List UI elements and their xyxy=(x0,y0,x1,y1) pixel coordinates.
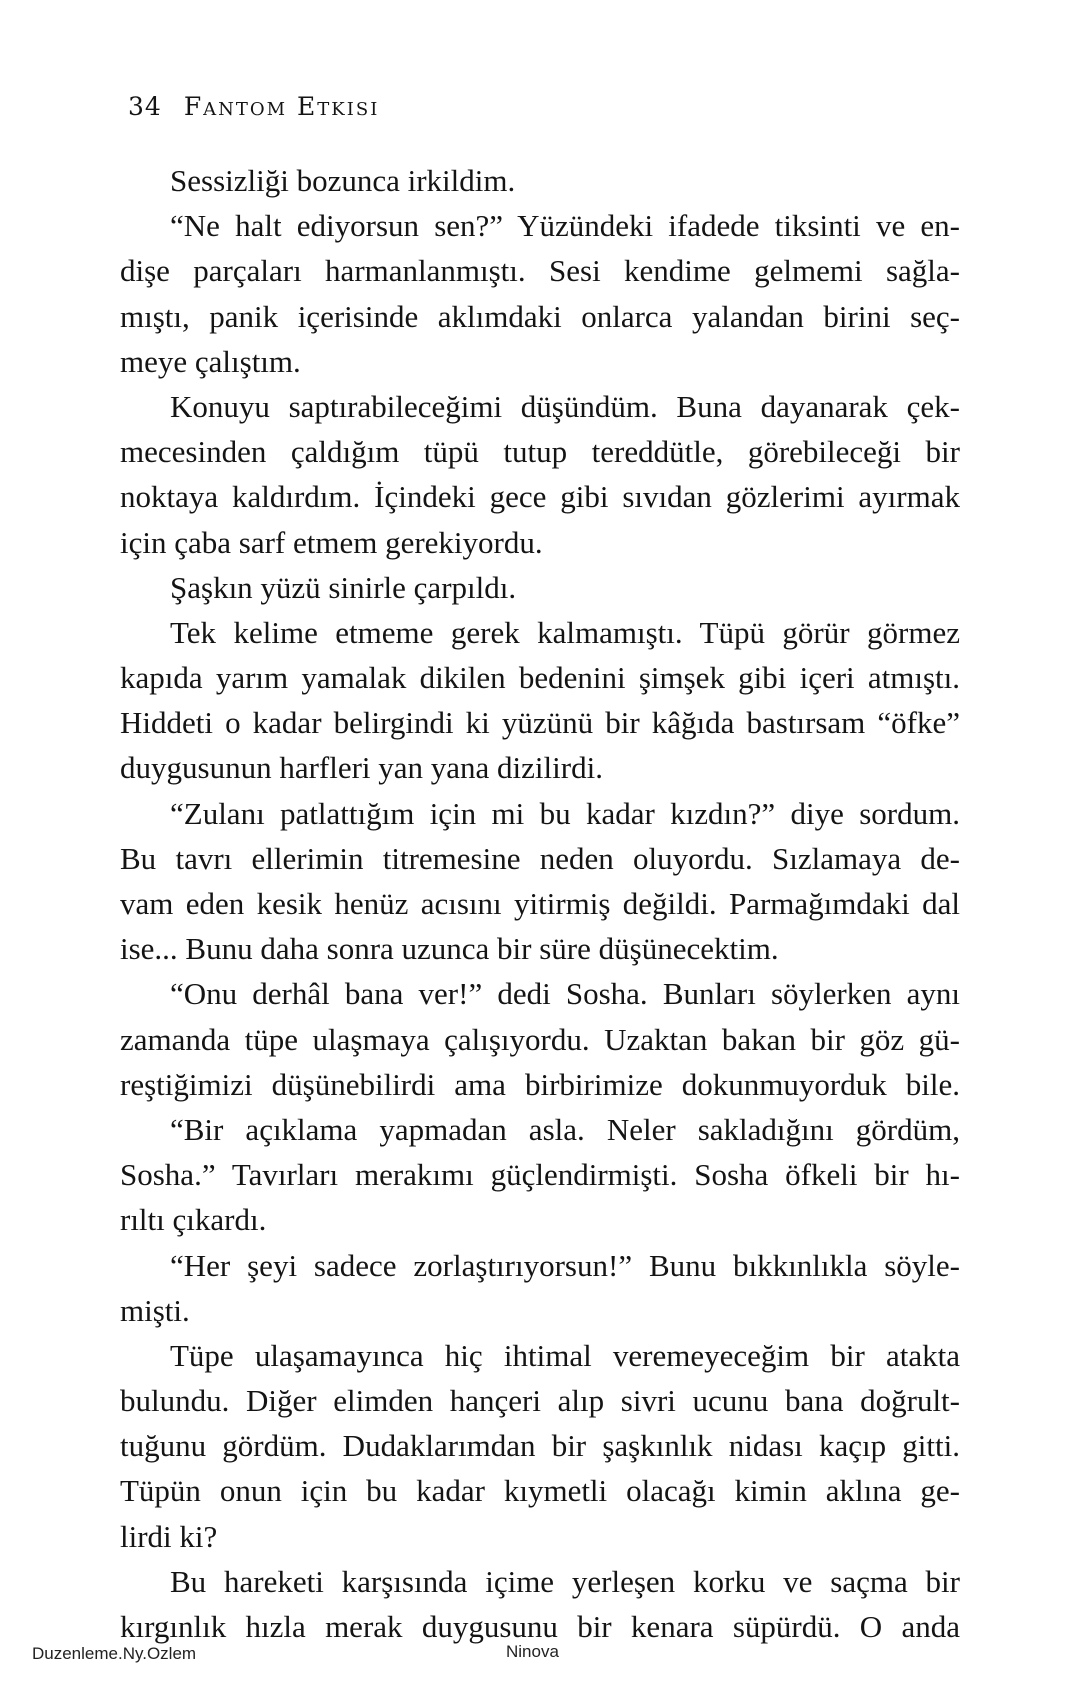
text-line: zamanda tüpe ulaşmaya çalışıyordu. Uzaktan bakan bir göz gü- xyxy=(120,1021,960,1057)
text-line: Bu hareketi karşısında içime yerleşen korku ve saçma bir xyxy=(170,1563,960,1599)
text-line: Konuyu saptırabileceğimi düşündüm. Buna dayanarak çek- xyxy=(170,388,960,424)
text-line: noktaya kaldırdım. İçindeki gece gibi sıvıdan gözlerimi ayırmak xyxy=(120,479,960,515)
text-line: kırgınlık hızla merak duygusunu bir kenara süpürdü. O anda xyxy=(120,1609,960,1644)
text-line: “Ne halt ediyorsun sen?” Yüzündeki ifadede tiksinti ve en- xyxy=(170,208,960,244)
book-title: Fantom Etkisi xyxy=(183,92,380,121)
text-line: “Onu derhâl bana ver!” dedi Sosha. Bunları söylerken aynı xyxy=(170,976,960,1012)
text-line: “Zulanı patlattığım için mi bu kadar kızdın?” diye sordum. xyxy=(170,795,960,831)
body-text xyxy=(120,158,960,1649)
text-line: için çaba sarf etmem gerekiyordu. xyxy=(120,524,543,560)
running-header xyxy=(128,92,379,121)
text-line: duygusunun harfleri yan yana dizilirdi. xyxy=(120,750,603,786)
footer-credit: Duzenleme.Ny.Ozlem xyxy=(32,1644,197,1663)
text-line: “Bir açıklama yapmadan asla. Neler sakladığını gördüm, xyxy=(170,1111,960,1147)
text-line: meye çalıştım. xyxy=(120,343,301,379)
text-line: dişe parçaları harmanlanmıştı. Sesi kendime gelmemi sağla- xyxy=(120,253,960,289)
text-line: kapıda yarım yamalak dikilen bedenini şimşek gibi içeri atmıştı. xyxy=(120,660,960,696)
page-number: 34 xyxy=(128,92,162,121)
text-line: vam eden kesik henüz acısını yitirmiş değildi. Parmağımdaki dal xyxy=(120,886,960,921)
text-line: Şaşkın yüzü sinirle çarpıldı. xyxy=(170,569,517,605)
text-line: reştiğimizi düşünebilirdi ama birbirimize dokunmuyorduk bile. xyxy=(120,1066,960,1102)
text-line: Bu tavrı ellerimin titremesine neden oluyordu. Sızlamaya de- xyxy=(120,840,960,876)
text-line: “Her şeyi sadece zorlaştırıyorsun!” Bunu bıkkınlıkla söyle- xyxy=(170,1247,960,1283)
text-line: Hiddeti o kadar belirgindi ki yüzünü bir kâğıda bastırsam “öfke” xyxy=(120,705,960,741)
text-line: mişti. xyxy=(120,1292,190,1328)
text-line: Tek kelime etmeme gerek kalmamıştı. Tüpü görür görmez xyxy=(170,614,960,650)
text-line: Tüpe ulaşamayınca hiç ihtimal veremeyeceğim bir atakta xyxy=(170,1337,960,1373)
text-line: rıltı çıkardı. xyxy=(120,1202,267,1238)
text-line: Tüpün onun için bu kadar kıymetli olacağı kimin aklına ge- xyxy=(120,1473,960,1509)
text-line: lirdi ki? xyxy=(120,1518,218,1554)
text-line: tuğunu gördüm. Dudaklarımdan bir şaşkınlık nidası kaçıp gitti. xyxy=(120,1428,960,1464)
text-line: mecesinden çaldığım tüpü tutup tereddütle, görebileceği bir xyxy=(120,434,960,470)
footer-publisher: Ninova xyxy=(506,1642,559,1661)
text-line: Sosha.” Tavırları merakımı güçlendirmişti. Sosha öfkeli bir hı- xyxy=(120,1157,960,1193)
text-line: ise... Bunu daha sonra uzunca bir süre düşünecektim. xyxy=(120,931,779,967)
text-line: bulundu. Diğer elimden hançeri alıp sivri ucunu bana doğrult- xyxy=(120,1383,960,1419)
text-line: mıştı, panik içerisinde aklımdaki onlarca yalandan birini seç- xyxy=(120,298,960,334)
text-line: Sessizliği bozunca irkildim. xyxy=(170,163,516,198)
